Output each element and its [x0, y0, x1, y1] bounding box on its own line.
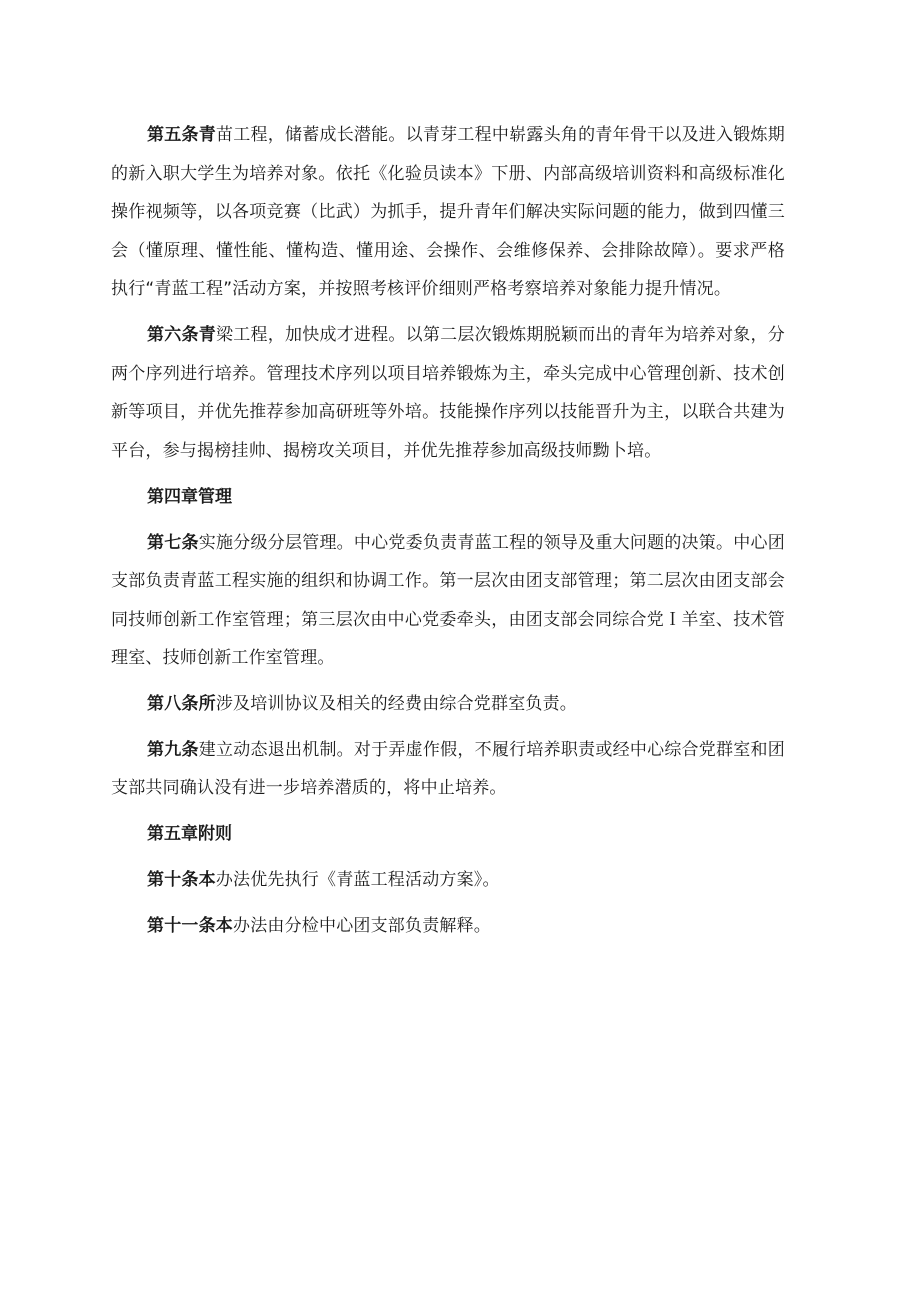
article-5: [111, 116, 785, 309]
article-11-text: 办法由分检中心团支部负责解释。: [233, 915, 491, 936]
article-8-lead: 第八条所: [147, 694, 216, 715]
article-11-lead: 第十一条本: [147, 915, 233, 936]
article-9-text: 建立动态退出机制。对于弄虚作假，不履行培养职责或经中心综合党群室和团支部共同确认没有进一步培养潜质的，将中止培养。: [111, 739, 785, 799]
article-9: [111, 731, 785, 808]
chapter-4-heading: 第四章管理: [147, 486, 232, 507]
article-5-lead: 第五条青: [147, 125, 216, 145]
article-10-text: 办法优先执行《青蓝工程活动方案》。: [215, 870, 500, 890]
article-6-lead: 第六条青: [147, 325, 216, 346]
article-5-text: 苗工程，储蓄成长潜能。以青芽工程中崭露头角的青年骨干以及进入锻炼期的新入职大学生为培养对象。依托《化验员读本》下册、内部高级培训资料和高级标准化操作视频等，以各项竞赛（比武）为抓手，提升青年们解决实际问题的能力，做到四懂三会（懂原理、懂性能、懂构造、懂用途、会操作、会维修保养、会排除故障）。要求严格执行“青蓝工程”活动方案，并按照考核评价细则严格考察培养对象能力提升情况。: [111, 125, 785, 300]
article-7-lead: 第七条: [147, 532, 199, 553]
article-10: [111, 861, 785, 900]
article-7: [111, 524, 785, 678]
article-11: [111, 907, 785, 946]
article-10-lead: 第十条本: [147, 870, 216, 890]
chapter-5-heading: 第五章附则: [147, 824, 232, 845]
document-body: [111, 116, 785, 945]
article-8-text: 涉及培训协议及相关的经费由综合党群室负责。: [215, 694, 578, 715]
article-8: [111, 685, 785, 724]
article-9-lead: 第九条: [147, 739, 199, 760]
article-6: [111, 316, 785, 470]
article-6-text: 梁工程，加快成才进程。以第二层次锻炼期脱颖而出的青年为培养对象，分两个序列进行培养。管理技术序列以项目培养锻炼为主，牵头完成中心管理创新、技术创新等项目，并优先推荐参加高研班等外培。技能操作序列以技能晋升为主，以联合共建为平台，参与揭榜挂帅、揭榜攻关项目，并优先推荐参加高级技师黝卜培。: [111, 325, 785, 461]
article-7-text: 实施分级分层管理。中心党委负责青蓝工程的领导及重大问题的决策。中心团支部负责青蓝工程实施的组织和协调工作。第一层次由团支部管理；第二层次由团支部会同技师创新工作室管理；第三层次由中心党委牵头，由团支部会同综合党Ｉ羊室、技术管理室、技师创新工作室管理。: [111, 532, 785, 669]
